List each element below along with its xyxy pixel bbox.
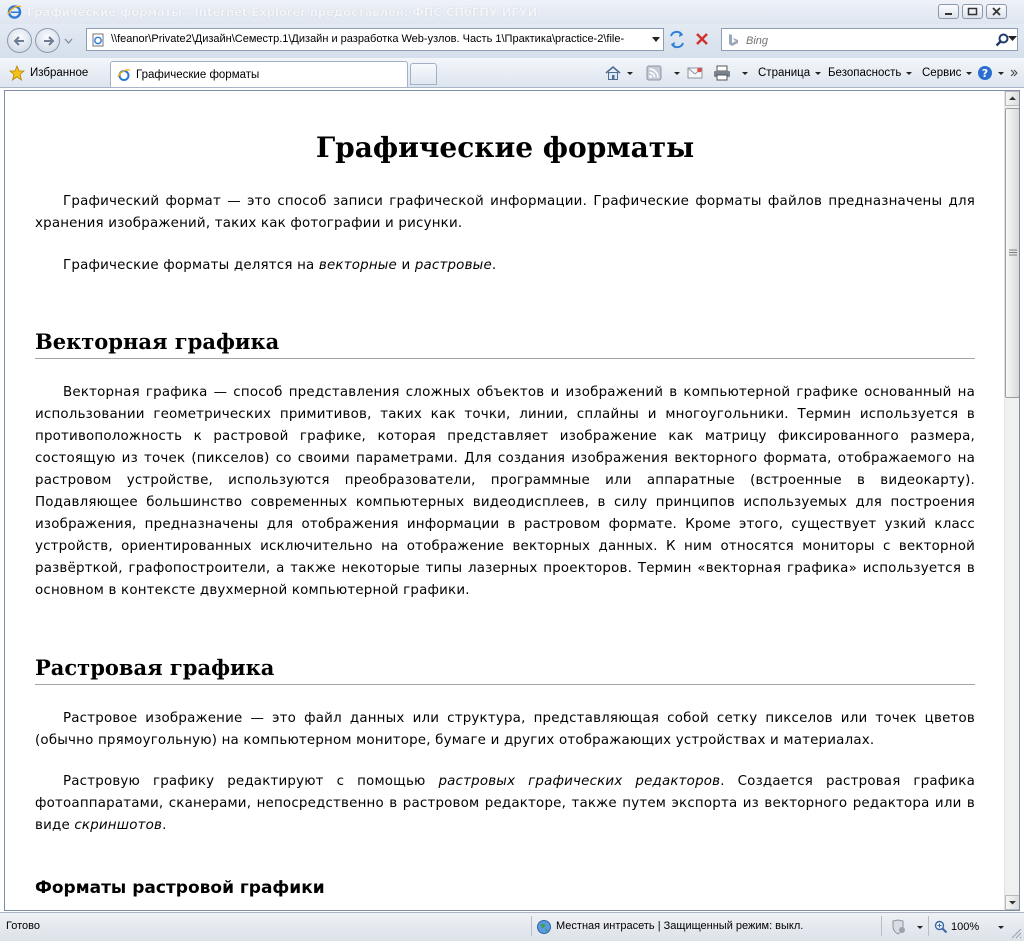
- scrollbar-thumb[interactable]: [1005, 108, 1020, 398]
- tools-menu[interactable]: [922, 64, 972, 82]
- formats-heading: Форматы растровой графики: [35, 878, 325, 898]
- resize-grip-icon[interactable]: [1010, 927, 1022, 939]
- rss-feed-icon: [646, 65, 662, 81]
- tab-page-icon: [117, 68, 131, 82]
- address-bar[interactable]: [86, 28, 664, 51]
- favorites-star-icon: [9, 65, 25, 81]
- navigation-bar: [0, 24, 1024, 58]
- intro-p2-conjunction: и: [396, 258, 415, 273]
- protected-mode-button[interactable]: [889, 919, 925, 935]
- read-mail-button[interactable]: [687, 64, 703, 82]
- maximize-button[interactable]: [962, 4, 983, 19]
- zoom-magnifier-icon: [934, 920, 948, 934]
- vector-term: векторные: [318, 258, 397, 273]
- new-tab-button[interactable]: [410, 63, 437, 85]
- protected-mode-dropdown-icon: [917, 926, 923, 929]
- chevron-right-icon[interactable]: [1010, 61, 1018, 85]
- raster-p2-text-1: Растровую графику редактируют с помощью: [63, 774, 439, 789]
- intro-p2-text: Графические форматы делятся на: [63, 258, 319, 273]
- address-dropdown-icon[interactable]: [652, 37, 660, 42]
- scroll-up-icon: [1006, 92, 1019, 105]
- shield-icon: [889, 919, 909, 935]
- page-icon: [91, 33, 105, 47]
- tools-menu-label: Сервис: [922, 67, 962, 79]
- zoom-level: 100%: [951, 921, 980, 933]
- page-title: Графические форматы: [315, 131, 695, 164]
- raster-term: растровые: [414, 258, 492, 273]
- printer-icon: [713, 65, 731, 81]
- maximize-icon: [967, 7, 978, 16]
- print-dropdown-icon[interactable]: [742, 72, 748, 75]
- safety-menu-label: Безопасность: [828, 67, 902, 79]
- forward-arrow-icon: [41, 34, 55, 48]
- raster-paragraph-2: [35, 771, 975, 837]
- zoom-control[interactable]: [934, 918, 1004, 936]
- safety-menu-caret-icon: [906, 72, 912, 75]
- raster-p2-period: .: [162, 818, 167, 833]
- page-menu-caret-icon: [815, 72, 821, 75]
- address-text[interactable]: \\feanor\Private2\Дизайн\Семестр.1\Дизайн и разработка Web-узлов. Часть 1\Практика\practice-2\file-: [111, 33, 625, 45]
- close-icon: [991, 7, 1002, 16]
- favorites-button[interactable]: [9, 63, 88, 83]
- compatibility-view-button[interactable]: [666, 29, 688, 50]
- grip-icon: [1009, 249, 1017, 256]
- help-button[interactable]: [977, 64, 1004, 82]
- forward-button[interactable]: [35, 28, 60, 53]
- security-zone-text[interactable]: Местная интрасеть | Защищенный режим: выкл.: [556, 920, 804, 932]
- window-title: Графические форматы - Internet Explorer предоставлен: ФПС СПбГПУ ИГУИ: [27, 5, 538, 19]
- tab-active[interactable]: [110, 61, 408, 87]
- status-divider: [928, 916, 929, 936]
- search-input[interactable]: [744, 31, 988, 50]
- tools-menu-caret-icon: [966, 72, 972, 75]
- scroll-down-icon: [1006, 896, 1019, 909]
- minimize-icon: [943, 7, 954, 16]
- intro-p2-period: .: [491, 258, 497, 273]
- page-menu[interactable]: [758, 64, 821, 82]
- search-dropdown-icon[interactable]: [1008, 36, 1017, 42]
- svg-text:?: ?: [981, 67, 989, 80]
- internet-explorer-icon: [7, 4, 22, 19]
- back-arrow-icon: [13, 34, 27, 48]
- stop-button[interactable]: [691, 29, 713, 50]
- help-icon: [977, 65, 993, 81]
- minimize-button[interactable]: [938, 4, 959, 19]
- vector-paragraph: Векторная графика — способ представления сложных объектов и изображений в компьютерной графике основанный на использовании геометрических примитивов, таких как точки, линии, сплайны и многоугольники. Термин используется в противоположность к растровой графике, которая представляет изображение как матрицу фиксированного размера, состоящую из точек (пикселов) со своими параметрами. Для создания изображения векторного формата, отображаемого на растровом устройстве, используются преобразователи, программные или аппаратные (встроенные в видеокарту). Подавляющее большинство современных компьютерных видеодисплеев, в силу принципов используемых для построения изображения, предназначены для отображения информации в растровом формате. Кроме этого, существует узкий класс устройств, ориентированных исключительно на отображение векторных данных. К ним относятся мониторы с векторной развёрткой, графопостроители, а также некоторые типы лазерных проекторов. Термин «векторная графика» используется в основном в контексте двухмерной компьютерной графики.: [35, 385, 975, 598]
- status-divider: [881, 916, 882, 936]
- intranet-globe-icon: [536, 919, 552, 935]
- scroll-up-button[interactable]: [1005, 91, 1020, 106]
- print-button[interactable]: [713, 64, 748, 82]
- close-button[interactable]: [986, 4, 1007, 19]
- command-bar: [0, 58, 1024, 88]
- raster-p2-text-2: . Создается растровая графика фотоаппаратами, сканерами, непосредственно в растровом редакторе, также путем экспорта из векторного редактора или в виде: [35, 774, 975, 833]
- raster-editors-term: растровых графических редакторов: [438, 774, 721, 789]
- title-bar: [0, 0, 1024, 24]
- home-dropdown-icon[interactable]: [627, 72, 633, 75]
- feeds-button[interactable]: [646, 64, 680, 82]
- intro-paragraph-2: [35, 255, 975, 277]
- feeds-dropdown-icon[interactable]: [674, 72, 680, 75]
- scroll-down-button[interactable]: [1005, 895, 1020, 910]
- vertical-scrollbar[interactable]: [1004, 91, 1019, 910]
- screenshots-term: скриншотов: [74, 818, 163, 833]
- history-dropdown-icon[interactable]: [64, 38, 73, 44]
- zoom-dropdown-icon: [998, 926, 1004, 929]
- tab-title: Графические форматы: [136, 68, 260, 81]
- back-button[interactable]: [7, 28, 32, 53]
- help-dropdown-icon[interactable]: [998, 72, 1004, 75]
- intro-paragraph-1: Графический формат — это способ записи графической информации. Графические форматы файлов предназначены для хранения изображений, таких как фотографии и рисунки.: [35, 194, 975, 231]
- page-content: [5, 91, 1004, 910]
- status-divider: [531, 916, 532, 936]
- stop-icon: [691, 29, 713, 50]
- home-icon: [604, 65, 622, 81]
- raster-heading: Растровая графика: [35, 655, 975, 685]
- favorites-label: Избранное: [30, 67, 89, 79]
- mail-icon: [687, 66, 703, 80]
- status-bar: [0, 912, 1024, 941]
- home-button[interactable]: [604, 64, 633, 82]
- raster-paragraph-1: Растровое изображение — это файл данных или структура, представляющая собой сетку пикселов или точек цветов (обычно прямоугольную) на компьютерном мониторе, бумаге и других отображающих устройствах и материалах.: [35, 711, 975, 748]
- page-viewport: [4, 90, 1020, 911]
- status-text: Готово: [6, 920, 40, 932]
- bing-icon: [726, 33, 740, 47]
- safety-menu[interactable]: [828, 64, 912, 82]
- refresh-icon: [666, 29, 688, 50]
- vector-heading: Векторная графика: [35, 329, 975, 359]
- search-box[interactable]: [721, 28, 1018, 51]
- page-menu-label: Страница: [758, 67, 811, 79]
- search-icon[interactable]: [995, 33, 1009, 47]
